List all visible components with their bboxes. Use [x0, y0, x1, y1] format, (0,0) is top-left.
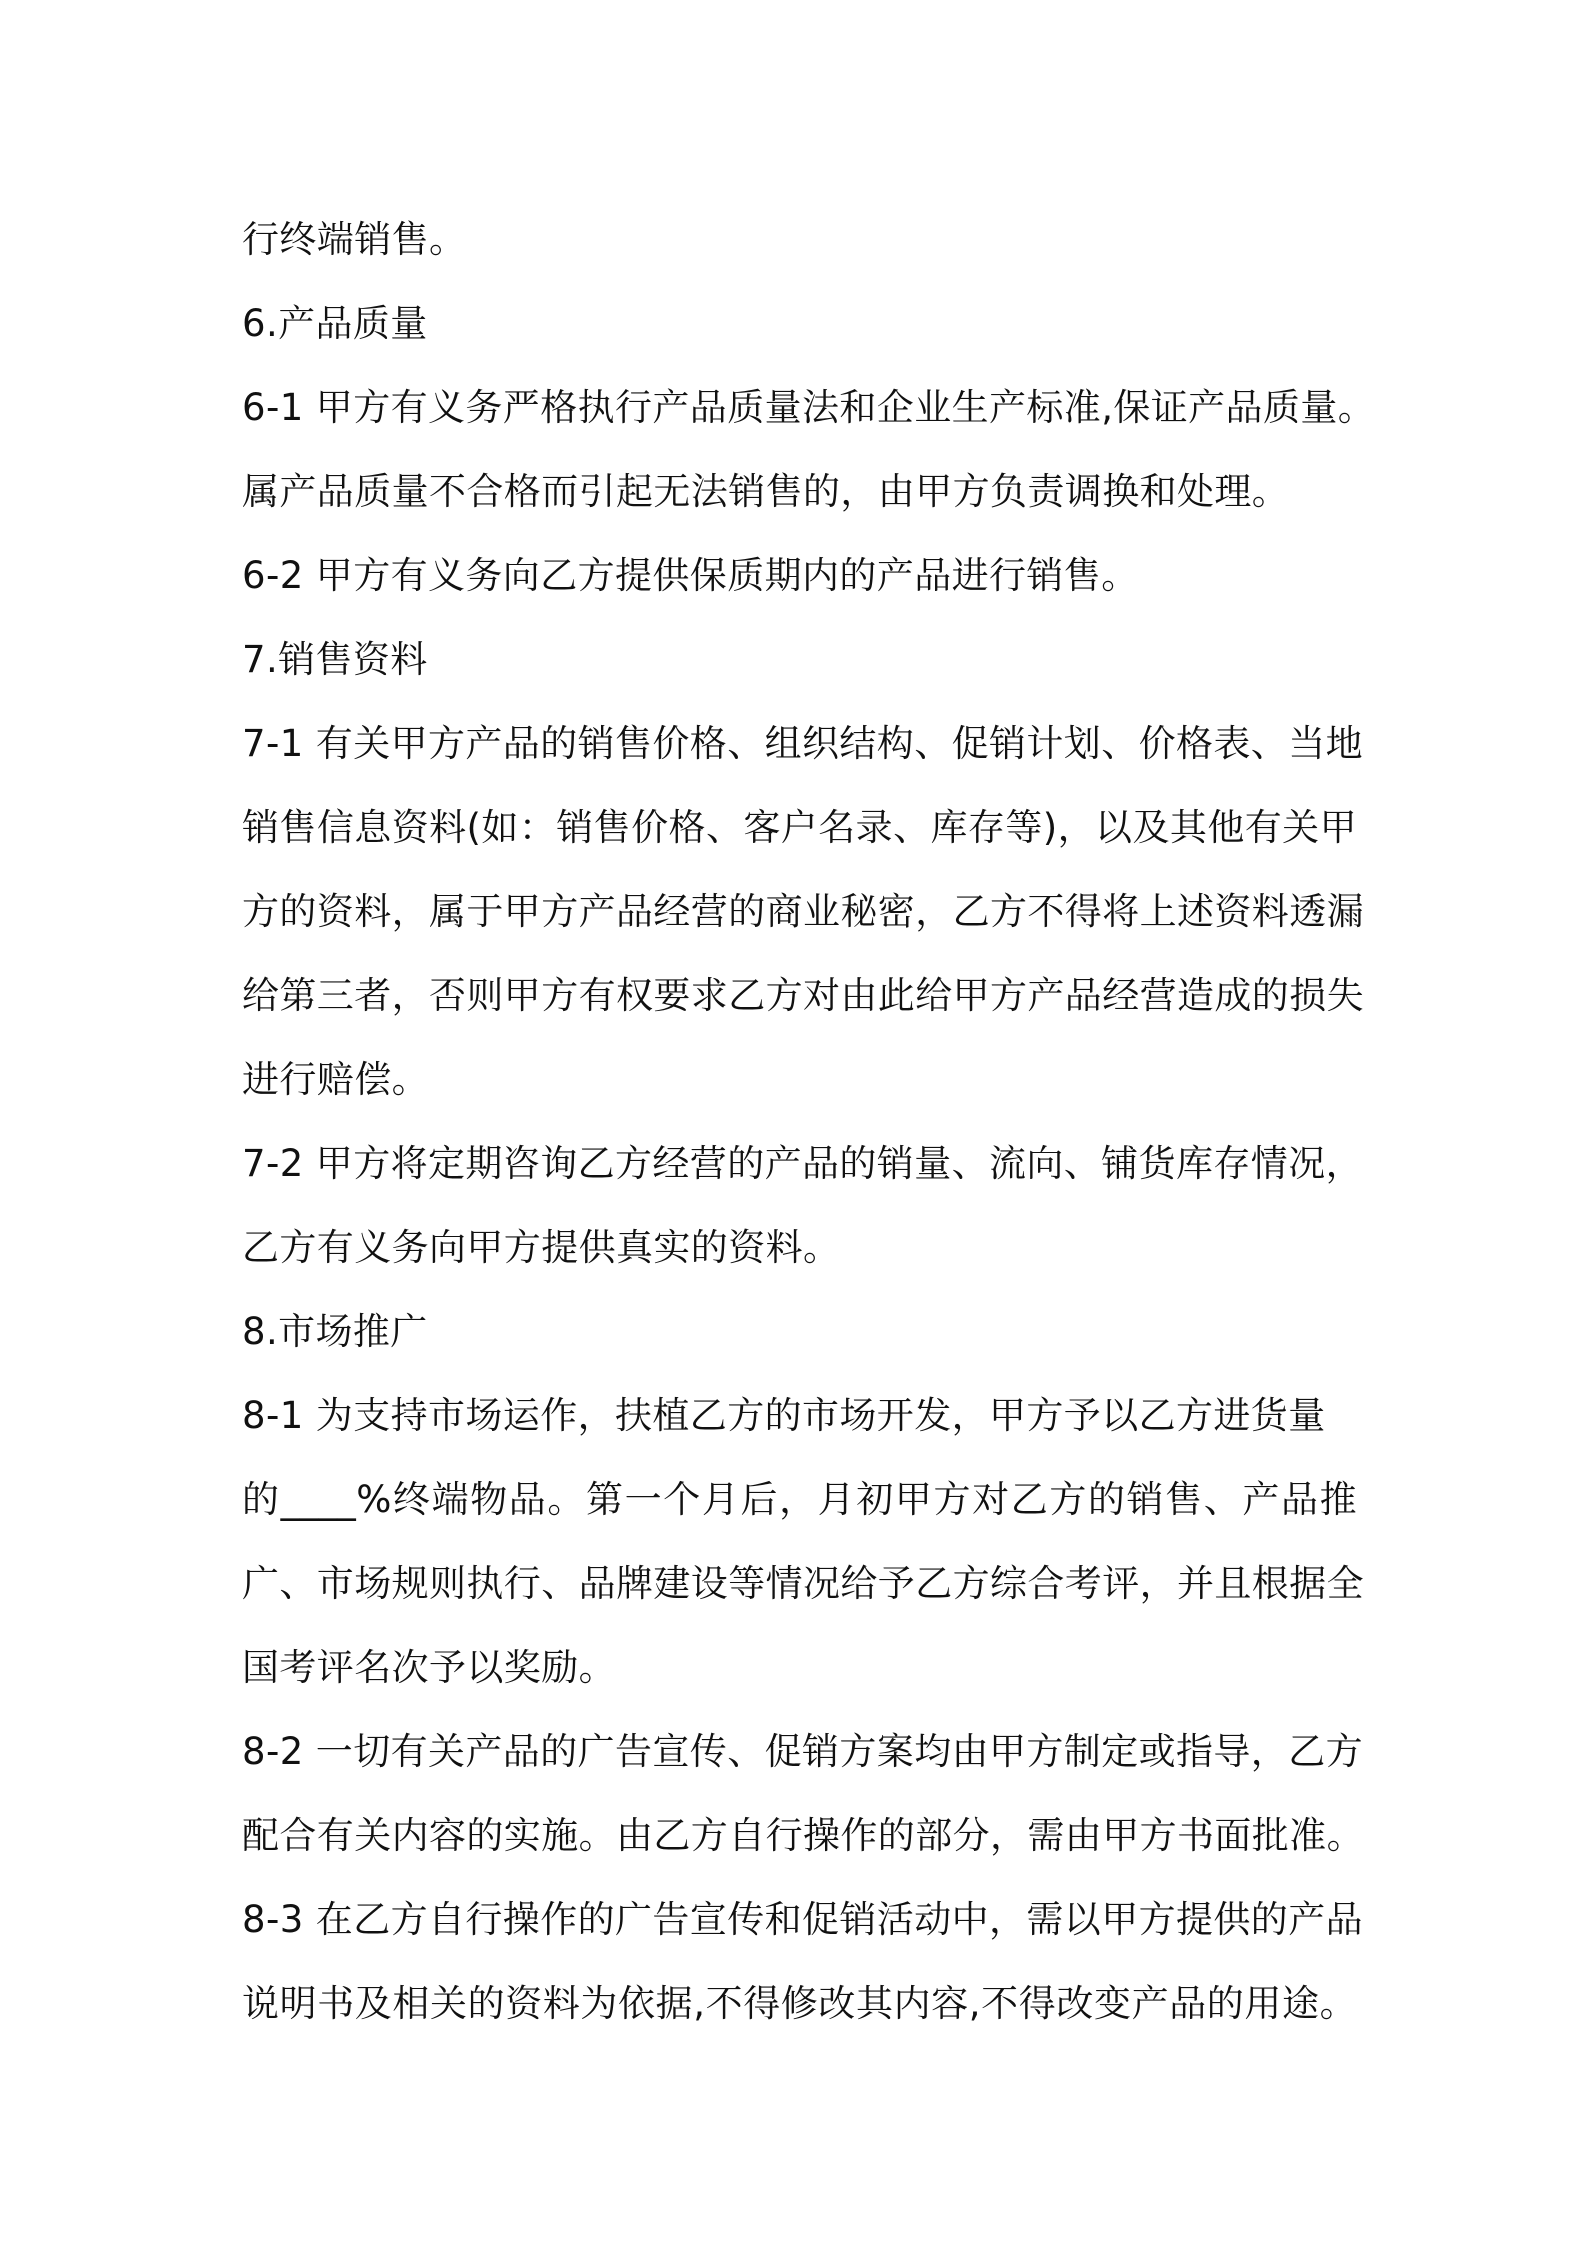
- clause-6-1: 6-1 甲方有义务严格执行产品质量法和企业生产标准,保证产品质量。: [242, 386, 1376, 429]
- clause-8-3: 8-3 在乙方自行操作的广告宣传和促销活动中，需以甲方提供的产品: [242, 1898, 1363, 1941]
- section-heading-market-promotion: 8.市场推广: [242, 1310, 428, 1353]
- text-line: 行终端销售。: [242, 218, 467, 261]
- document-page: [242, 198, 1376, 2046]
- text-line: 方的资料，属于甲方产品经营的商业秘密，乙方不得将上述资料透漏: [242, 890, 1364, 933]
- text-line: 销售信息资料(如：销售价格、客户名录、库存等)，以及其他有关甲: [242, 806, 1357, 849]
- text-line: 给第三者，否则甲方有权要求乙方对由此给甲方产品经营造成的损失: [242, 974, 1364, 1017]
- text-line: 属产品质量不合格而引起无法销售的，由甲方负责调换和处理。: [242, 470, 1290, 513]
- clause-6-2: 6-2 甲方有义务向乙方提供保质期内的产品进行销售。: [242, 554, 1139, 597]
- clause-7-1: 7-1 有关甲方产品的销售价格、组织结构、促销计划、价格表、当地: [242, 722, 1363, 765]
- section-heading-product-quality: 6.产品质量: [242, 302, 428, 345]
- text-line: 的____%终端物品。第一个月后，月初甲方对乙方的销售、产品推: [242, 1478, 1357, 1521]
- section-heading-sales-materials: 7.销售资料: [242, 638, 428, 681]
- text-line: 说明书及相关的资料为依据,不得修改其内容,不得改变产品的用途。: [242, 1982, 1357, 2025]
- text-line: 乙方有义务向甲方提供真实的资料。: [242, 1226, 841, 1269]
- clause-8-1: 8-1 为支持市场运作，扶植乙方的市场开发，甲方予以乙方进货量: [242, 1394, 1326, 1437]
- text-line: 国考评名次予以奖励。: [242, 1646, 616, 1689]
- clause-8-2: 8-2 一切有关产品的广告宣传、促销方案均由甲方制定或指导，乙方: [242, 1730, 1363, 1773]
- text-line: 广、市场规则执行、品牌建设等情况给予乙方综合考评，并且根据全: [242, 1562, 1364, 1605]
- text-line: 配合有关内容的实施。由乙方自行操作的部分，需由甲方书面批准。: [242, 1814, 1364, 1857]
- clause-7-2: 7-2 甲方将定期咨询乙方经营的产品的销量、流向、铺货库存情况，: [242, 1142, 1363, 1185]
- text-line: 进行赔偿。: [242, 1058, 429, 1101]
